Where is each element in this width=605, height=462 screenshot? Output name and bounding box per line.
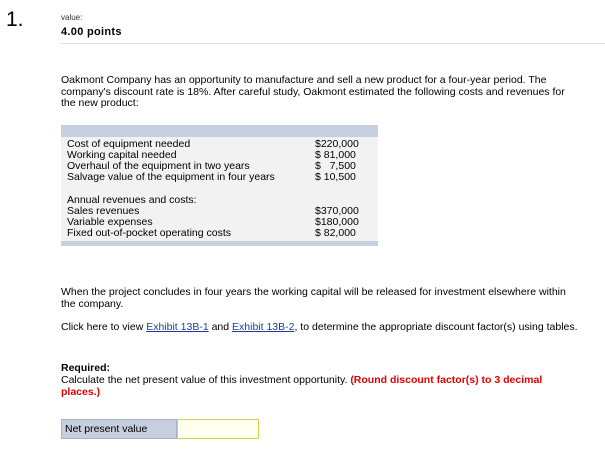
row-label: Cost of equipment needed: [67, 138, 191, 150]
row-amount: $ 82,000: [315, 227, 356, 239]
exhibit-text-after: , to determine the appropriate discount factor(s) using tables.: [294, 321, 578, 333]
npv-input[interactable]: [177, 419, 259, 439]
cost-revenue-table: [61, 125, 378, 246]
group-heading: Annual revenues and costs:: [67, 194, 197, 206]
exhibit-instructions: [61, 322, 581, 334]
row-label: Salvage value of the equipment in four years: [67, 171, 275, 183]
row-amount: $ 7,500: [315, 160, 356, 172]
question-number: 1.: [6, 8, 24, 31]
required-text: Calculate the net present value of this investment opportunity.: [61, 374, 351, 386]
row-amount: $ 81,000: [315, 149, 356, 161]
row-amount: $370,000: [315, 205, 359, 217]
rounding-note: (Round discount factor(s) to 3 decimal places.): [61, 374, 543, 398]
problem-intro: Oakmont Company has an opportunity to manufacture and sell a new product for a four-year period. The company's discount rate is 18%. After careful study, Oakmont estimated the following costs and revenues for the new product:: [61, 74, 565, 109]
row-amount: $ 10,500: [315, 171, 356, 183]
row-label: Variable expenses: [67, 216, 153, 228]
exhibit-13b-2-link[interactable]: Exhibit 13B-2: [232, 321, 295, 333]
row-label: Sales revenues: [67, 205, 140, 217]
row-amount: $180,000: [315, 216, 359, 228]
npv-label: Net present value: [61, 419, 177, 439]
exhibit-13b-1-link[interactable]: Exhibit 13B-1: [146, 321, 209, 333]
row-label: Fixed out-of-pocket operating costs: [67, 227, 232, 239]
header-divider: [61, 43, 605, 44]
working-capital-note: When the project concludes in four years the working capital will be released for investment elsewhere within the company.: [61, 286, 566, 310]
table-row: [61, 172, 378, 183]
table-header-bar: [61, 125, 378, 137]
answer-row: [61, 419, 259, 439]
exhibit-text-before: Click here to view: [61, 321, 147, 333]
points-value: 4.00 points: [61, 26, 122, 38]
table-row: [61, 228, 378, 239]
required-heading: Required:: [61, 362, 111, 374]
required-instructions: [61, 375, 581, 398]
row-label: Working capital needed: [67, 149, 177, 161]
table-footer-bar: [61, 241, 378, 246]
value-label: value:: [61, 13, 83, 22]
exhibit-text-middle: and: [208, 321, 233, 333]
row-amount: $220,000: [315, 138, 359, 150]
row-label: Overhaul of the equipment in two years: [67, 160, 250, 172]
